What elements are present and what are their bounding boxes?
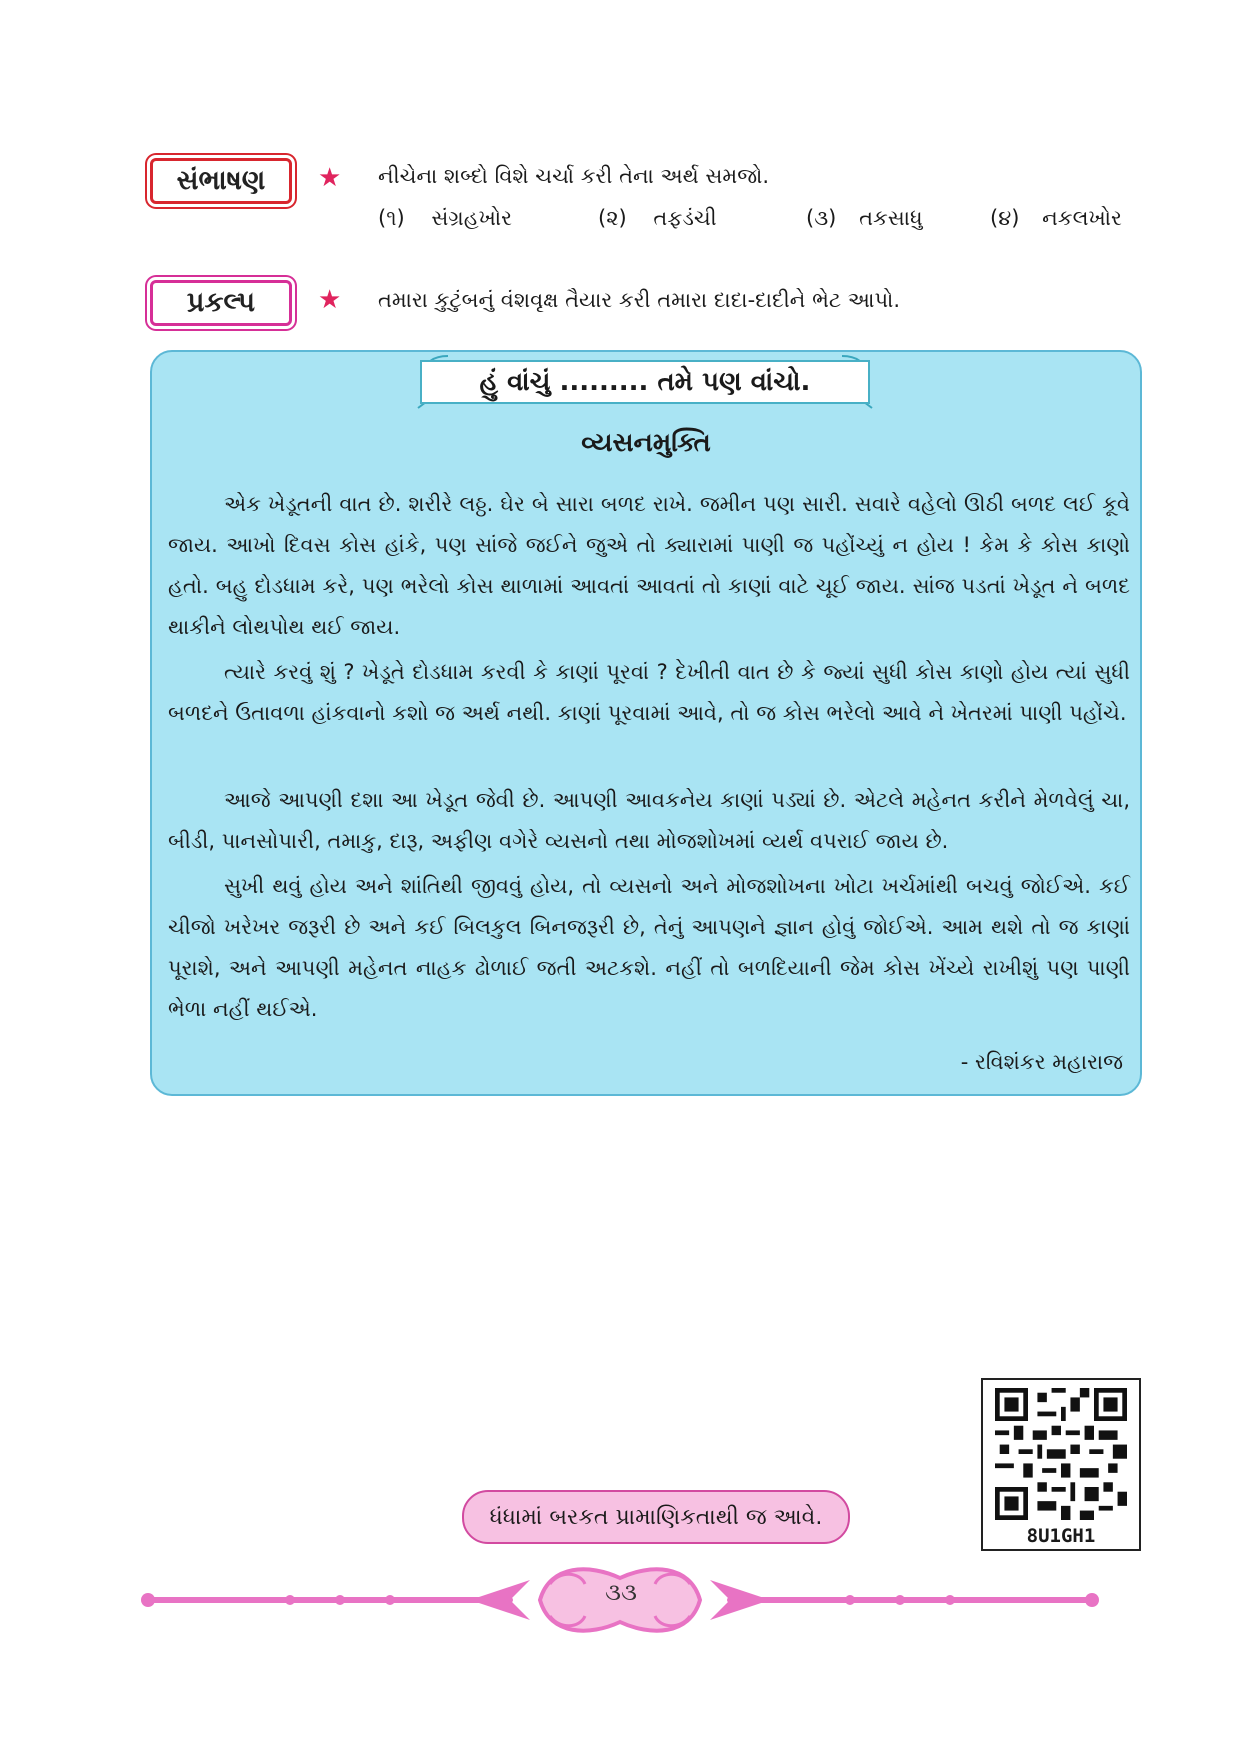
word-text: તફડંચી — [653, 206, 717, 230]
sambhashan-instruction: નીચેના શબ્દો વિશે ચર્ચા કરી તેના અર્થ સમજો. — [378, 164, 770, 188]
word-text: નકલખોર — [1042, 206, 1122, 230]
qr-code-label: 8U1GH1 — [1026, 1525, 1096, 1547]
word-number: (૩) — [806, 206, 837, 230]
sambhashan-tag-label: સંભાષણ — [176, 165, 266, 196]
star-icon: ★ — [318, 163, 342, 193]
word-text: તકસાધુ — [859, 206, 923, 230]
word-item-3 — [806, 206, 923, 231]
author-credit: - રવિશંકર મહારાજ — [960, 1050, 1123, 1074]
reading-banner — [420, 360, 870, 404]
sambhashan-tag — [150, 158, 292, 204]
prakalp-tag-label: પ્રકલ્પ — [186, 287, 256, 318]
word-text: સંગ્રહખોર — [431, 206, 513, 230]
reading-title: વ્યસનમુક્તિ — [581, 428, 711, 458]
page-number: ૩૩ — [605, 1578, 637, 1606]
motto-text: ધંધામાં બરકત પ્રામાણિકતાથી જ આવે. — [489, 1504, 823, 1530]
word-item-4 — [990, 206, 1122, 231]
qr-pattern-icon — [991, 1388, 1131, 1520]
prakalp-tag — [150, 280, 292, 326]
word-number: (૧) — [378, 206, 405, 230]
qr-code[interactable] — [981, 1378, 1141, 1551]
word-item-1 — [378, 206, 512, 231]
paragraph: ત્યારે કરવું શું ? ખેડૂતે દોડધામ કરવી કે કાણાં પૂરવાં ? દેખીતી વાત છે કે જ્યાં સુધી કોસ કાણો હોય ત્યાં સુધી બળદને ઉતાવળા હાંકવાનો કશો જ અર્થ નથી. કાણાં પૂરવામાં આવે, તો જ કોસ ભરેલો આવે ને ખેતરમાં પાણી પહોંચે. — [168, 660, 1130, 725]
reading-banner-text: હું વાંચું ......... તમે પણ વાંચો. — [479, 366, 811, 397]
word-item-2 — [598, 206, 717, 231]
paragraph: સુખી થવું હોય અને શાંતિથી જીવવું હોય, તો વ્યસનો અને મોજશોખના ખોટા ખર્ચમાંથી બચવું જોઈએ. કઈ ચીજો ખરેખર જરૂરી છે અને કઈ બિલકુલ બિનજરૂરી છે, તેનું આપણને જ્ઞાન હોવું જોઈએ. આમ થશે તો જ કાણાં પૂરાશે, અને આપણી મહેનત નાહક ઢોળાઈ જતી અટકશે. નહીં તો બળદિયાની જેમ કોસ ખેંચ્યે રાખીશું પણ પાણી ભેળા નહીં થઈએ. — [168, 874, 1130, 1021]
paragraph: એક ખેડૂતની વાત છે. શરીરે લઠ્ઠ. ઘેર બે સારા બળદ રાખે. જમીન પણ સારી. સવારે વહેલો ઊઠી બળદ લઈ કૂવે જાય. આખો દિવસ કોસ હાંકે, પણ સાંજે જઈને જુએ તો ક્યારામાં પાણી જ પહોંચ્યું ન હોય ! કેમ કે કોસ કાણો હતો. બહુ દોડધામ કરે, પણ ભરેલો કોસ થાળામાં આવતાં આવતાં તો કાણાં વાટે ચૂઈ જાય. સાંજ પડતાં ખેડૂત ને બળદ થાકીને લોથપોથ થઈ જાય. — [168, 492, 1130, 639]
star-icon: ★ — [318, 285, 342, 315]
motto-banner — [462, 1490, 850, 1544]
paragraph: આજે આપણી દશા આ ખેડૂત જેવી છે. આપણી આવકનેય કાણાં પડ્યાં છે. એટલે મહેનત કરીને મેળવેલું ચા, બીડી, પાનસોપારી, તમાકુ, દારૂ, અફીણ વગેરે વ્યસનો તથા મોજશોખમાં વ્યર્થ વપરાઈ જાય છે. — [168, 788, 1130, 853]
prakalp-instruction: તમારા કુટુંબનું વંશવૃક્ષ તૈયાર કરી તમારા દાદા-દાદીને ભેટ આપો. — [378, 288, 901, 312]
word-number: (૪) — [990, 206, 1020, 230]
word-number: (૨) — [598, 206, 627, 230]
